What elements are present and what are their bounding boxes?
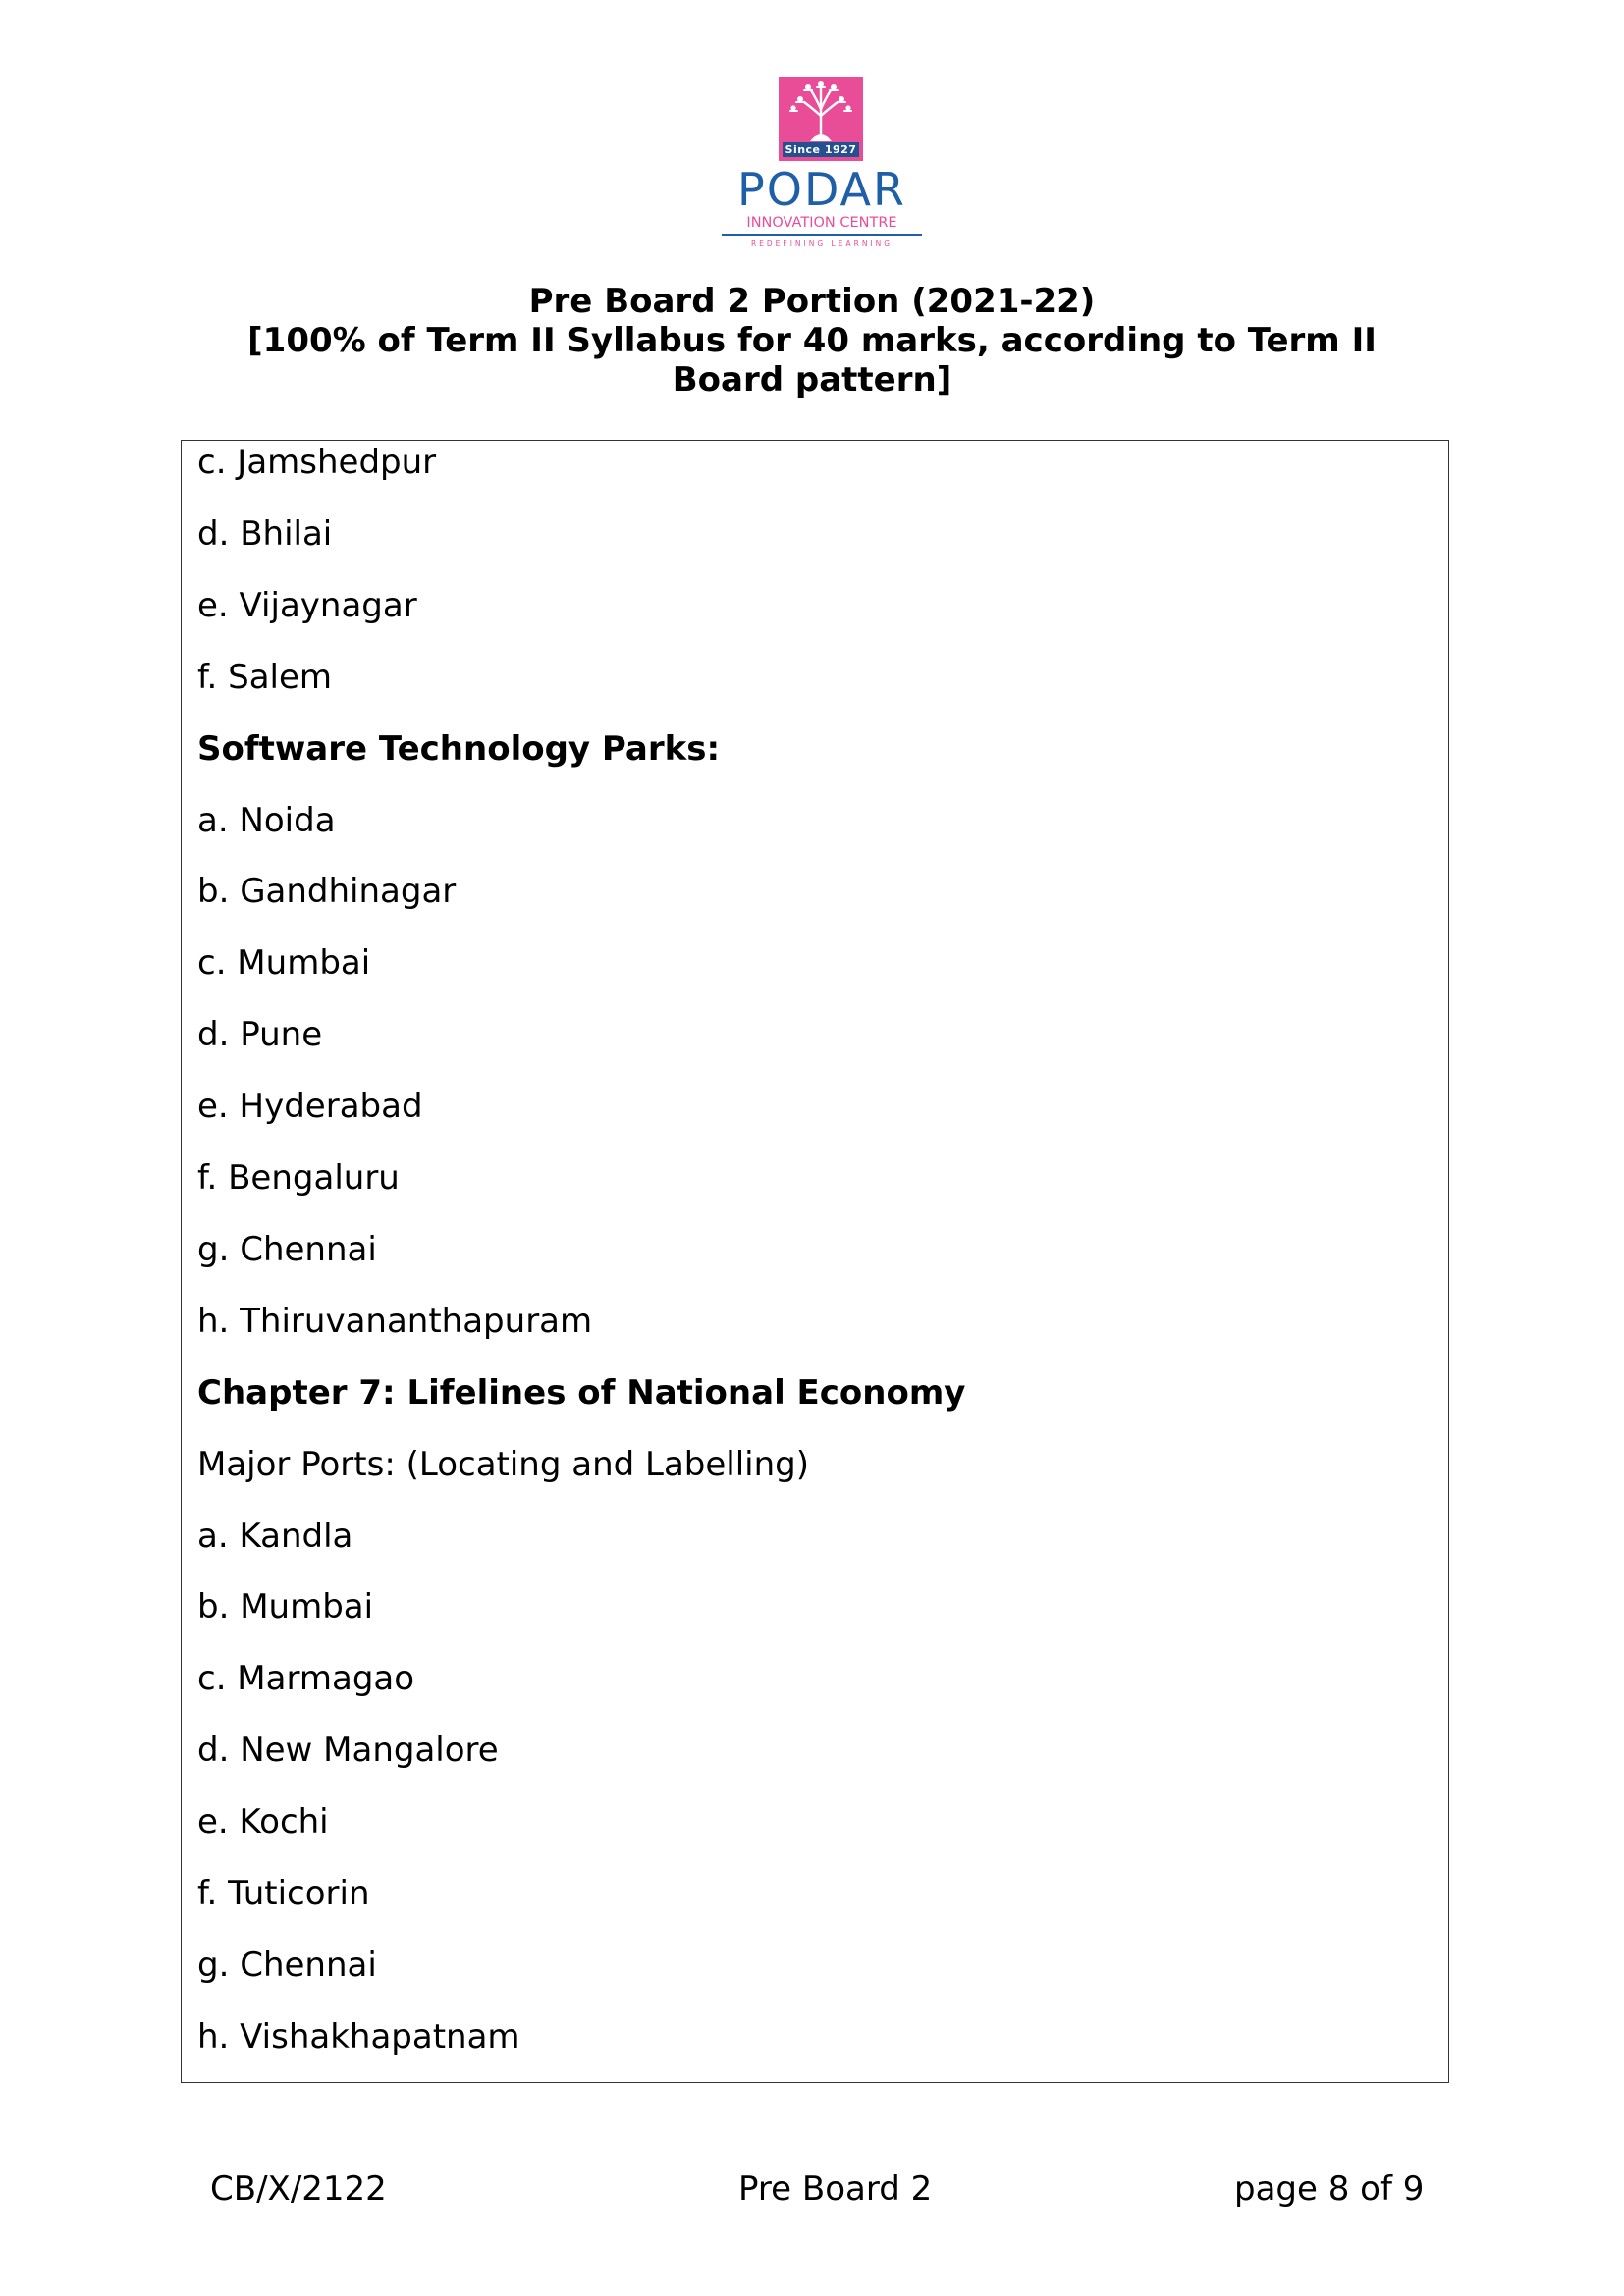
list-item: f. Tuticorin [197,1874,370,1913]
list-item: c. Marmagao [197,1659,415,1699]
logo-subtitle: INNOVATION CENTRE [746,215,897,231]
logo-since-badge: Since 1927 [783,142,859,157]
list-item: f. Salem [197,657,333,697]
section-heading: Software Technology Parks: [197,728,721,769]
list-item: e. Hyderabad [197,1087,423,1127]
list-item: a. Noida [197,800,336,840]
list-item: b. Mumbai [197,1587,374,1628]
logo-divider [722,234,922,236]
title-line-2: [100% of Term II Syllabus for 40 marks, according to Term II [247,321,1377,360]
list-item: f. Bengaluru [197,1158,400,1198]
list-item: c. Mumbai [197,943,371,984]
list-item: e. Vijaynagar [197,585,417,625]
list-item: g. Chennai [197,1945,377,1985]
list-item: d. New Mangalore [197,1731,499,1771]
list-item: d. Pune [197,1015,323,1055]
list-item: h. Thiruvananthapuram [197,1301,593,1341]
list-item: Major Ports: (Locating and Labelling) [197,1444,810,1484]
portion-content-box [181,440,1449,2083]
footer-code: CB/X/2122 [210,2169,387,2209]
title-line-1: Pre Board 2 Portion (2021-22) [528,282,1096,321]
footer-page-number: page 8 of 9 [1234,2169,1425,2209]
section-heading: Chapter 7: Lifelines of National Economy [197,1372,966,1413]
list-item: e. Kochi [197,1802,329,1842]
page-title [0,282,1624,400]
list-item: h. Vishakhapatnam [197,2016,520,2056]
logo-name: PODAR [737,163,906,216]
logo-emblem [779,77,863,161]
list-item: c. Jamshedpur [197,443,437,482]
podar-logo [719,77,925,251]
list-item: g. Chennai [197,1229,377,1269]
list-item: d. Bhilai [197,513,333,554]
list-item: a. Kandla [197,1516,353,1556]
footer-exam: Pre Board 2 [738,2169,933,2209]
list-item: b. Gandhinagar [197,872,457,912]
tree-with-children-icon [779,77,863,145]
logo-tagline: REDEFINING LEARNING [750,240,893,248]
title-line-3: Board pattern] [672,360,952,400]
